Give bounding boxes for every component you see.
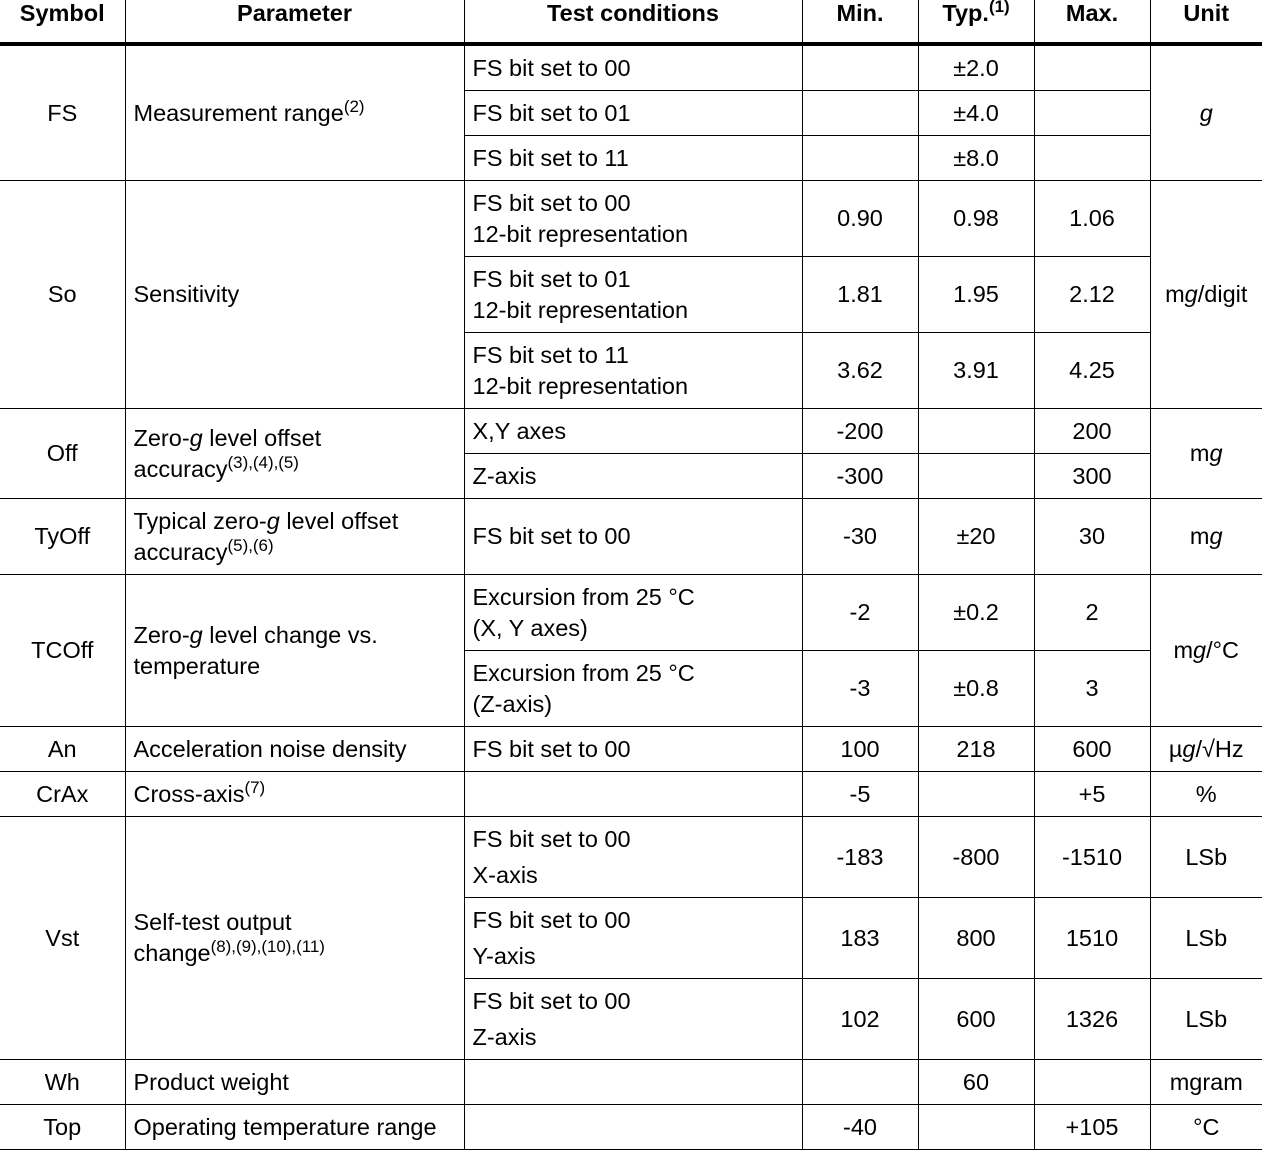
- header-row: [0, 0, 1262, 44]
- min-cell: 100: [802, 727, 918, 772]
- symbol-cell: Wh: [0, 1060, 125, 1105]
- min-cell: 1.81: [802, 257, 918, 333]
- unit-suffix: /°C: [1206, 637, 1240, 663]
- max-cell: 1510: [1034, 898, 1150, 979]
- symbol-cell: Vst: [0, 817, 125, 1060]
- parameter-text: Cross-axis: [133, 780, 245, 807]
- condition-cell: [464, 1060, 802, 1105]
- unit-prefix: µ: [1168, 735, 1183, 762]
- unit-g: g: [1209, 440, 1223, 466]
- min-cell: 0.90: [802, 181, 918, 257]
- symbol-cell: FS: [0, 44, 125, 181]
- min-cell: 3.62: [802, 333, 918, 409]
- min-cell: -30: [802, 499, 918, 575]
- unit-cell: %: [1150, 772, 1262, 817]
- parameter-cell: [125, 409, 464, 499]
- condition-cell: [464, 651, 802, 727]
- table-row: [0, 1060, 1262, 1105]
- parameter-text: accuracy: [133, 538, 228, 565]
- parameter-g: g: [189, 621, 203, 648]
- parameter-cell: [125, 44, 464, 181]
- max-cell: [1034, 44, 1150, 91]
- max-cell: +105: [1034, 1105, 1150, 1150]
- condition-line: 12-bit representation: [472, 296, 689, 323]
- condition-cell: X,Y axes: [464, 409, 802, 454]
- unit-g: g: [1193, 637, 1207, 663]
- condition-line: 12-bit representation: [472, 220, 689, 247]
- max-cell: -1510: [1034, 817, 1150, 898]
- min-cell: [802, 44, 918, 91]
- symbol-cell: An: [0, 727, 125, 772]
- condition-cell: Z-axis: [464, 454, 802, 499]
- unit-cell: [1150, 409, 1262, 499]
- unit-g: g: [1182, 735, 1196, 762]
- condition-line: (X, Y axes): [472, 614, 588, 641]
- max-cell: 200: [1034, 409, 1150, 454]
- parameter-cell: [125, 772, 464, 817]
- parameter-text: Zero-: [133, 621, 190, 648]
- parameter-cell: Acceleration noise density: [125, 727, 464, 772]
- condition-line: Y-axis: [472, 943, 536, 969]
- unit-cell: LSb: [1150, 979, 1262, 1060]
- typ-cell: ±4.0: [918, 91, 1034, 136]
- condition-cell: FS bit set to 00: [464, 727, 802, 772]
- typ-cell: ±0.8: [918, 651, 1034, 727]
- condition-line: FS bit set to 00: [472, 907, 631, 933]
- min-cell: -183: [802, 817, 918, 898]
- min-cell: -300: [802, 454, 918, 499]
- min-cell: [802, 1060, 918, 1105]
- typ-cell: ±2.0: [918, 44, 1034, 91]
- footnote-ref: (8),(9),(10),(11): [210, 937, 325, 957]
- max-cell: 4.25: [1034, 333, 1150, 409]
- parameter-text: Zero-: [133, 424, 190, 451]
- typ-cell: 1.95: [918, 257, 1034, 333]
- min-cell: -5: [802, 772, 918, 817]
- parameter-line: temperature: [133, 652, 261, 679]
- parameter-cell: Operating temperature range: [125, 1105, 464, 1150]
- parameter-cell: [125, 817, 464, 1060]
- min-cell: 183: [802, 898, 918, 979]
- table-row: [0, 727, 1262, 772]
- condition-cell: [464, 181, 802, 257]
- min-cell: -3: [802, 651, 918, 727]
- max-cell: 300: [1034, 454, 1150, 499]
- parameter-text: level change vs.: [202, 621, 378, 648]
- max-cell: 2: [1034, 575, 1150, 651]
- min-cell: -2: [802, 575, 918, 651]
- unit-suffix: /digit: [1197, 281, 1248, 307]
- typ-cell: [918, 454, 1034, 499]
- unit-prefix: m: [1173, 637, 1194, 663]
- typ-cell: 600: [918, 979, 1034, 1060]
- unit-cell: LSb: [1150, 898, 1262, 979]
- max-cell: 1326: [1034, 979, 1150, 1060]
- typ-cell: ±0.2: [918, 575, 1034, 651]
- symbol-cell: CrAx: [0, 772, 125, 817]
- header-typ-label: Typ.: [942, 0, 989, 26]
- unit-text: g: [1199, 99, 1213, 126]
- condition-cell: [464, 817, 802, 898]
- unit-cell: [1150, 499, 1262, 575]
- parameter-text: level offset: [202, 424, 322, 451]
- symbol-cell: TCOff: [0, 575, 125, 727]
- condition-line: Excursion from 25 °C: [472, 583, 695, 610]
- unit-cell: [1150, 44, 1262, 181]
- condition-cell: FS bit set to 11: [464, 136, 802, 181]
- header-unit: Unit: [1150, 0, 1262, 44]
- parameter-cell: Sensitivity: [125, 181, 464, 409]
- unit-prefix: m: [1165, 281, 1185, 307]
- typ-cell: [918, 1105, 1034, 1150]
- parameter-text: Measurement range: [133, 99, 344, 126]
- condition-line: Z-axis: [472, 1024, 537, 1050]
- unit-cell: [1150, 575, 1262, 727]
- symbol-cell: Top: [0, 1105, 125, 1150]
- max-cell: 600: [1034, 727, 1150, 772]
- max-cell: [1034, 1060, 1150, 1105]
- unit-suffix: /√Hz: [1195, 735, 1244, 762]
- unit-g: g: [1209, 523, 1223, 549]
- typ-cell: [918, 409, 1034, 454]
- footnote-ref: (2): [343, 96, 365, 116]
- header-typ: [918, 0, 1034, 44]
- parameter-g: g: [189, 424, 203, 451]
- table-row: [0, 575, 1262, 651]
- header-symbol: Symbol: [0, 0, 125, 44]
- condition-line: X-axis: [472, 862, 538, 888]
- typ-cell: 0.98: [918, 181, 1034, 257]
- header-min: Min.: [802, 0, 918, 44]
- table-row: [0, 1105, 1262, 1150]
- parameter-cell: [125, 575, 464, 727]
- unit-cell: °C: [1150, 1105, 1262, 1150]
- max-cell: [1034, 91, 1150, 136]
- table-row: [0, 772, 1262, 817]
- parameter-cell: Product weight: [125, 1060, 464, 1105]
- symbol-cell: So: [0, 181, 125, 409]
- condition-line: 12-bit representation: [472, 372, 689, 399]
- condition-line: FS bit set to 11: [472, 341, 629, 368]
- symbol-cell: TyOff: [0, 499, 125, 575]
- parameter-text: accuracy: [133, 455, 228, 482]
- condition-cell: [464, 979, 802, 1060]
- footnote-ref: (3),(4),(5): [227, 452, 299, 472]
- unit-cell: [1150, 727, 1262, 772]
- unit-prefix: m: [1189, 523, 1210, 549]
- parameter-line: Self-test output: [133, 909, 292, 935]
- condition-cell: [464, 257, 802, 333]
- header-typ-footnote: (1): [988, 0, 1010, 17]
- table-row: [0, 181, 1262, 257]
- min-cell: -200: [802, 409, 918, 454]
- max-cell: 1.06: [1034, 181, 1150, 257]
- condition-line: FS bit set to 01: [472, 265, 631, 292]
- max-cell: 2.12: [1034, 257, 1150, 333]
- header-max: Max.: [1034, 0, 1150, 44]
- condition-line: Excursion from 25 °C: [472, 659, 695, 686]
- table-row: [0, 409, 1262, 454]
- condition-cell: [464, 772, 802, 817]
- max-cell: [1034, 136, 1150, 181]
- condition-line: FS bit set to 00: [472, 988, 631, 1014]
- table-row: [0, 817, 1262, 898]
- unit-cell: mgram: [1150, 1060, 1262, 1105]
- header-parameter: Parameter: [125, 0, 464, 44]
- parameter-cell: [125, 499, 464, 575]
- min-cell: [802, 136, 918, 181]
- footnote-ref: (7): [244, 777, 266, 797]
- parameter-g: g: [266, 507, 280, 534]
- typ-cell: ±8.0: [918, 136, 1034, 181]
- condition-cell: [464, 898, 802, 979]
- parameter-line: [134, 506, 456, 537]
- unit-prefix: m: [1189, 440, 1210, 466]
- parameter-line: [134, 620, 456, 651]
- condition-cell: [464, 1105, 802, 1150]
- min-cell: -40: [802, 1105, 918, 1150]
- unit-g: g: [1184, 281, 1198, 307]
- condition-cell: FS bit set to 00: [464, 499, 802, 575]
- condition-line: FS bit set to 00: [472, 189, 631, 216]
- parameter-text: Typical zero-: [133, 507, 267, 534]
- typ-cell: 800: [918, 898, 1034, 979]
- table-row: [0, 499, 1262, 575]
- min-cell: 102: [802, 979, 918, 1060]
- condition-cell: FS bit set to 00: [464, 44, 802, 91]
- max-cell: 3: [1034, 651, 1150, 727]
- condition-cell: [464, 333, 802, 409]
- typ-cell: -800: [918, 817, 1034, 898]
- condition-line: FS bit set to 00: [472, 826, 631, 852]
- unit-cell: [1150, 181, 1262, 409]
- typ-cell: 60: [918, 1060, 1034, 1105]
- typ-cell: 3.91: [918, 333, 1034, 409]
- parameter-text: change: [133, 940, 211, 966]
- parameter-line: [134, 537, 456, 568]
- condition-cell: FS bit set to 01: [464, 91, 802, 136]
- symbol-cell: Off: [0, 409, 125, 499]
- typ-cell: 218: [918, 727, 1034, 772]
- unit-cell: LSb: [1150, 817, 1262, 898]
- parameter-text: level offset: [279, 507, 399, 534]
- max-cell: 30: [1034, 499, 1150, 575]
- typ-cell: [918, 772, 1034, 817]
- parameter-line: [134, 938, 456, 969]
- condition-cell: [464, 575, 802, 651]
- header-test-conditions: Test conditions: [464, 0, 802, 44]
- max-cell: +5: [1034, 772, 1150, 817]
- typ-cell: ±20: [918, 499, 1034, 575]
- parameter-line: [134, 423, 456, 454]
- footnote-ref: (5),(6): [227, 535, 274, 555]
- condition-line: (Z-axis): [472, 690, 553, 717]
- min-cell: [802, 91, 918, 136]
- table-row: [0, 44, 1262, 91]
- parameter-line: [134, 454, 456, 485]
